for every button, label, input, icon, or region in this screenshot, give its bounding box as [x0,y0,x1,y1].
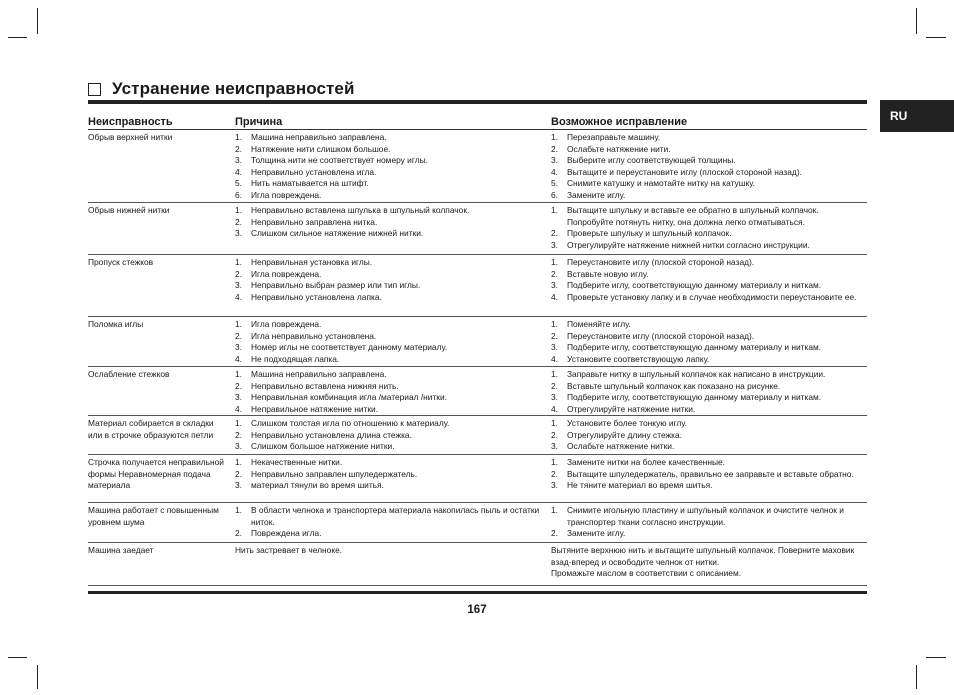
crop-mark [8,37,27,38]
cause-cell [235,257,551,316]
list-item [551,430,867,442]
troubleshooting-table [88,112,867,586]
list-item [551,392,867,404]
item-number: 1. [235,418,242,428]
item-text: Машина неправильно заправлена. [251,369,387,379]
cause-list [235,132,551,202]
item-text: В области челнока и транспортера материала накопилась пыль и остатки ниток. [251,505,540,527]
item-text: Отрегулируйте длину стежка. [567,429,682,440]
remedy-list [551,132,867,202]
item-number: 4. [551,166,558,177]
crop-mark [916,8,917,34]
list-item [235,155,551,167]
column-header-cause: Причина [235,116,283,128]
list-item [551,418,867,430]
item-text: материал тянули во время шитья. [251,480,384,491]
cause-cell [235,369,551,415]
remedy-cell [551,257,867,316]
title-rule [88,100,867,104]
list-item [551,155,867,167]
item-number: 5. [235,178,242,189]
item-text: Неправильная установка иглы. [251,257,373,267]
list-item [551,480,867,492]
remedy-cell [551,505,867,542]
remedy-cell [551,205,867,254]
item-text: Нить наматывается на штифт. [251,178,369,189]
item-text: Снимите катушку и намотайте нитку на катушку. [567,178,755,189]
item-number: 1. [551,369,558,379]
table-row [88,543,867,586]
table-row [88,416,867,455]
remedy-list [551,319,867,365]
item-number: 1. [235,505,242,515]
item-number: 3. [551,155,558,166]
list-item [551,257,867,269]
cause-cell [235,545,551,585]
item-number: 1. [551,505,558,515]
item-number: 2. [235,216,242,227]
cause-list [235,418,551,453]
list-item [551,369,867,381]
item-number: 6. [551,189,558,200]
fault-text: Материал собирается в складки или в строчке образуются петли [88,418,214,440]
crop-mark [37,8,38,34]
list-item [235,257,551,269]
cause-list [235,205,551,240]
fault-text: Машина заедает [88,545,154,555]
list-item [235,269,551,281]
item-number: 4. [235,353,242,364]
list-item [235,469,551,481]
list-item [235,392,551,404]
item-text: Игла повреждена. [251,268,322,279]
crop-mark [926,37,946,38]
item-number: 3. [551,480,558,491]
item-text: Проверьте установку лапку и в случае необходимости переустановите ее. [567,291,857,302]
item-text: Вытащите шпульку и вставьте ее обратно в шпульный колпачок. Попробуйте потянуть нитку, она должна легко отматываться. [567,205,819,227]
language-tab [880,100,954,132]
cause-list [235,319,551,365]
crop-mark [916,665,917,689]
remedy-cell [551,545,867,585]
table-row [88,130,867,203]
item-text: Вытащите шпуледержатель, правильно ее заправьте и вставьте обратно. [567,468,854,479]
list-item [551,381,867,393]
cause-list [235,505,551,540]
item-number: 3. [235,480,242,491]
item-number: 1. [551,457,558,467]
crop-mark [37,665,38,689]
crop-mark [926,657,946,658]
cause-list [235,457,551,492]
item-number: 1. [551,319,558,329]
table-header [88,112,867,130]
language-tab-label: RU [890,109,908,123]
column-header-remedy: Возможное исправление [551,116,688,128]
list-item [235,228,551,240]
page-number: 167 [467,604,487,616]
cause-cell [235,205,551,254]
fault-text: Машина работает с повышенным уровнем шума [88,505,219,527]
list-item [235,381,551,393]
cause-list [235,369,551,415]
remedy-list [551,205,867,251]
list-item [551,292,867,304]
table-row [88,455,867,503]
item-text: Игла повреждена. [251,319,322,329]
item-text: Неправильно заправлена нитка. [251,216,378,227]
item-number: 6. [235,189,242,200]
item-text: Установите соответствующую лапку. [567,353,710,364]
item-number: 2. [235,528,242,539]
remedy-cell [551,457,867,502]
item-text: Проверьте шпульку и шпульный колпачок. [567,228,732,239]
item-text: Машина неправильно заправлена. [251,132,387,142]
item-number: 1. [235,205,242,215]
list-item [235,430,551,442]
item-number: 1. [235,369,242,379]
list-item [235,144,551,156]
cause-cell [235,457,551,502]
item-number: 1. [551,205,558,215]
remedy-cell [551,369,867,415]
item-text: Отрегулируйте натяжение нижней нитки согласно инструкции. [567,239,810,250]
list-item [551,205,867,228]
list-item [551,404,867,416]
item-number: 1. [551,418,558,428]
item-text: Снимите игольную пластину и шпульный колпачок и очистите челнок и транспортер ткани согласно инструкции. [567,505,844,527]
cause-text: Нить застревает в челноке. [235,545,343,555]
item-text: Неправильно установлена лапка. [251,291,382,302]
list-item [551,505,867,528]
list-item [235,178,551,190]
item-text: Неправильная комбинация игла /материал /нитки. [251,392,447,403]
item-number: 4. [235,403,242,414]
item-text: Замените нитки на более качественные. [567,457,726,467]
list-item [551,144,867,156]
fault-text: Ослабление стежков [88,369,170,379]
item-text: Перезаправьте машину. [567,132,661,142]
item-text: Вставьте шпульный колпачок как показано на рисунке. [567,380,781,391]
cause-list [235,257,551,303]
fault-cell [88,418,235,454]
page-heading [88,78,355,100]
column-header-fault: Неисправность [88,116,173,128]
item-number: 2. [551,429,558,440]
item-number: 2. [551,468,558,479]
item-text: Слишком большое натяжение нитки. [251,441,395,452]
item-number: 2. [235,268,242,279]
item-text: Заправьте нитку в шпульный колпачок как написано в инструкции. [567,369,826,379]
item-number: 2. [235,468,242,479]
remedy-list [551,505,867,540]
item-text: Вставьте новую иглу. [567,268,649,279]
item-text: Неправильно вставлена нижняя нить. [251,380,399,391]
remedy-cell [551,132,867,202]
table-row [88,367,867,416]
item-number: 1. [551,132,558,142]
item-number: 3. [235,228,242,239]
remedy-list [551,257,867,303]
item-text: Повреждена игла. [251,528,322,539]
list-item [551,280,867,292]
table-row [88,317,867,367]
item-number: 4. [551,291,558,302]
cause-cell [235,418,551,454]
list-item [235,217,551,229]
page-title: Устранение неисправностей [112,79,355,98]
item-number: 2. [235,143,242,154]
item-text: Ослабьте натяжение нити. [567,143,671,154]
item-text: Поменяйте иглу. [567,319,631,329]
list-item [235,480,551,492]
item-text: Ослабьте натяжение нитки. [567,441,675,452]
list-item [235,205,551,217]
item-number: 2. [551,228,558,239]
table-row [88,203,867,255]
item-text: Неправильно установлена игла. [251,166,377,177]
list-item [551,354,867,366]
item-text: Игла неправильно установлена. [251,330,377,341]
list-item [235,369,551,381]
list-item [551,319,867,331]
item-number: 3. [235,155,242,166]
list-item [551,528,867,540]
item-text: Неправильно заправлен шпуледержатель. [251,468,418,479]
item-number: 1. [551,257,558,267]
remedy-list [551,369,867,415]
list-item [551,331,867,343]
item-number: 2. [551,380,558,391]
item-text: Слишком толстая игла по отношению к материалу. [251,418,450,428]
cause-cell [235,319,551,366]
item-text: Натяжение нити слишком большое. [251,143,391,154]
list-item [551,132,867,144]
crop-mark [8,657,27,658]
item-text: Неправильно выбран размер или тип иглы. [251,280,421,291]
item-number: 2. [235,380,242,391]
list-item [551,190,867,202]
item-number: 1. [235,257,242,267]
item-number: 2. [551,528,558,539]
fault-cell [88,257,235,316]
list-item [551,457,867,469]
item-text: Толщина нити не соответствует номеру иглы. [251,155,428,166]
item-text: Некачественные нитки. [251,457,343,467]
checkbox-square-icon [88,83,101,96]
list-item [235,404,551,416]
item-number: 3. [551,392,558,403]
list-item [235,132,551,144]
list-item [551,178,867,190]
item-number: 2. [551,268,558,279]
item-number: 5. [551,178,558,189]
list-item [235,441,551,453]
remedy-list [551,457,867,492]
item-text: Вытащите и переустановите иглу (плоской стороной назад). [567,166,802,177]
fault-text: Поломка иглы [88,319,144,329]
item-number: 1. [235,132,242,142]
fault-text: Обрыв нижней нитки [88,205,170,215]
cause-cell [235,132,551,202]
item-number: 2. [235,429,242,440]
cause-cell [235,505,551,542]
item-number: 3. [235,392,242,403]
item-text: Подберите иглу, соответствующую данному материалу и ниткам. [567,342,822,353]
table-row [88,255,867,317]
list-item [235,342,551,354]
item-text: Неправильное натяжение нитки. [251,403,379,414]
fault-cell [88,132,235,202]
list-item [551,240,867,252]
fault-cell [88,545,235,585]
item-text: Игла повреждена. [251,189,322,200]
item-number: 3. [235,441,242,452]
remedy-cell [551,418,867,454]
item-text: Слишком сильное натяжение нижней нитки. [251,228,424,239]
list-item [551,469,867,481]
list-item [235,354,551,366]
remedy-text: Промажьте маслом в соответствии с описанием. [551,568,742,579]
fault-cell [88,505,235,542]
item-text: Замените иглу. [567,528,626,539]
item-number: 1. [235,457,242,467]
list-item [235,528,551,540]
list-item [551,441,867,453]
item-text: Отрегулируйте натяжение нитки. [567,403,696,414]
item-number: 2. [551,143,558,154]
item-number: 3. [551,441,558,452]
list-item [235,280,551,292]
fault-cell [88,457,235,502]
bottom-rule [88,591,867,594]
item-text: Замените иглу. [567,189,626,200]
item-number: 4. [551,403,558,414]
item-number: 3. [235,280,242,291]
item-number: 3. [235,342,242,353]
list-item [551,228,867,240]
item-text: Номер иглы не соответствует данному материалу. [251,342,448,353]
item-text: Неправильно установлена длина стежка. [251,429,412,440]
item-text: Переустановите иглу (плоской стороной назад). [567,330,755,341]
fault-cell [88,369,235,415]
item-text: Переустановите иглу (плоской стороной назад). [567,257,755,267]
fault-text: Пропуск стежков [88,257,154,267]
list-item [551,342,867,354]
list-item [235,319,551,331]
item-number: 2. [235,330,242,341]
list-item [235,292,551,304]
remedy-cell [551,319,867,366]
remedy-text: Вытяните верхнюю нить и вытащите шпульный колпачок. Поверните маховик взад-вперед и освободите челнок от нитки. [551,545,855,567]
item-number: 3. [551,342,558,353]
item-number: 4. [235,291,242,302]
list-item [235,505,551,528]
item-number: 3. [551,239,558,250]
fault-cell [88,319,235,366]
fault-text: Строчка получается неправильной формы Неравномерная подача материала [88,457,224,491]
item-text: Подберите иглу, соответствующую данному материалу и ниткам. [567,392,822,403]
item-number: 1. [235,319,242,329]
list-item [551,167,867,179]
table-body [88,130,867,586]
table-row [88,503,867,543]
list-item [235,457,551,469]
list-item [235,331,551,343]
fault-cell [88,205,235,254]
list-item [551,269,867,281]
item-number: 4. [235,166,242,177]
remedy-list [551,418,867,453]
list-item [235,190,551,202]
item-text: Неправильно вставлена шпулька в шпульный колпачок. [251,205,470,215]
list-item [235,418,551,430]
item-text: Установите более тонкую иглу. [567,418,687,428]
fault-text: Обрыв верхней нитки [88,132,173,142]
item-number: 3. [551,280,558,291]
item-number: 2. [551,330,558,341]
item-number: 4. [551,353,558,364]
list-item [235,167,551,179]
item-text: Не тяните материал во время шитья. [567,480,713,491]
item-text: Выберите иглу соответствующей толщины. [567,155,736,166]
item-text: Не подходящая лапка. [251,353,340,364]
item-text: Подберите иглу, соответствующую данному материалу и ниткам. [567,280,822,291]
